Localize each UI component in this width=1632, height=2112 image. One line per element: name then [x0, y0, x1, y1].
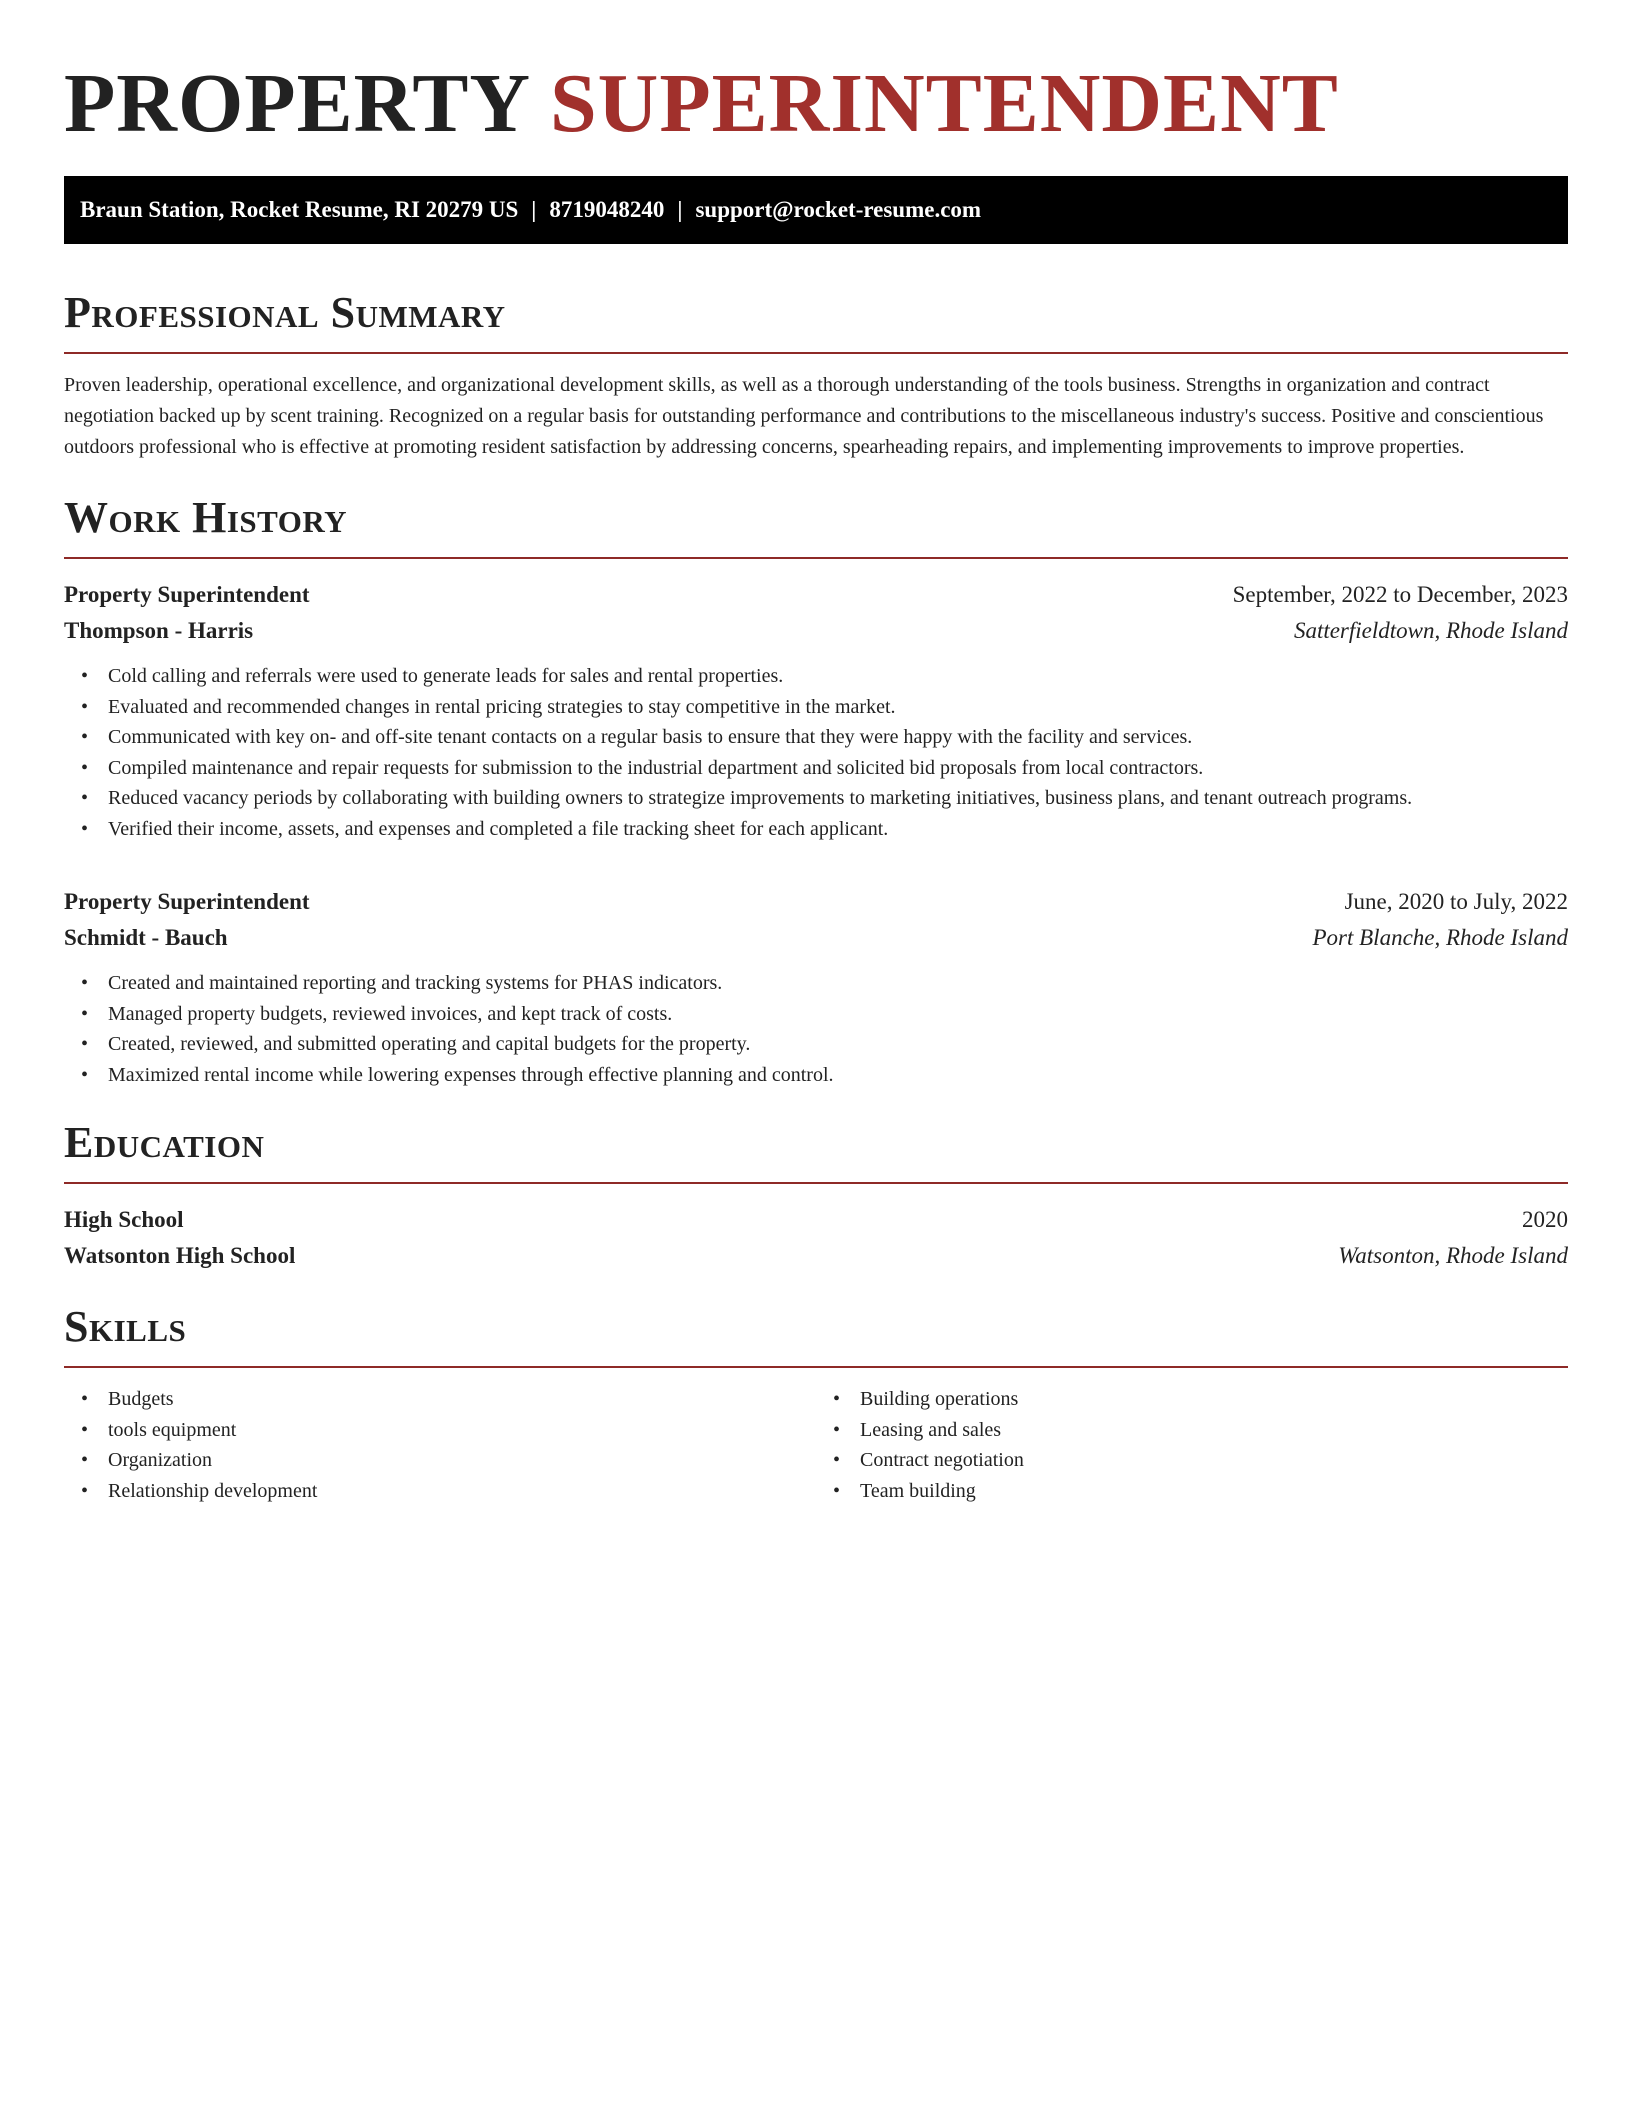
education-degree-row [64, 1202, 1568, 1238]
job-title-row [64, 884, 1568, 920]
skill-item: • Budgets [108, 1384, 816, 1415]
skill-item: • Contract negotiation [860, 1445, 1568, 1476]
job-bullet: • Managed property budgets, reviewed invoices, and kept track of costs. [108, 999, 1568, 1030]
section-heading-summary: Professional Summary [64, 288, 506, 337]
contact-bar [64, 176, 1568, 244]
resume-title [64, 58, 1568, 158]
section-divider [64, 557, 1568, 559]
skills-list [64, 1384, 1568, 1506]
contact-address: Braun Station, Rocket Resume, RI 20279 US [80, 197, 519, 222]
skill-item: • Team building [860, 1476, 1568, 1507]
section-divider [64, 1366, 1568, 1368]
job-company: Schmidt - Bauch [64, 925, 228, 950]
skill-item: • Organization [108, 1445, 816, 1476]
section-heading-skills: Skills [64, 1302, 187, 1351]
job-company: Thompson - Harris [64, 618, 254, 643]
section-heading-work-history: Work History [64, 493, 348, 542]
job-title: Property Superintendent [64, 582, 310, 607]
skills-column-right [816, 1384, 1568, 1506]
job-bullet: • Created, reviewed, and submitted operating and capital budgets for the property. [108, 1029, 1568, 1060]
resume-page [64, 0, 1568, 1506]
job-entry [64, 884, 1568, 1090]
title-first-word: PROPERTY [64, 57, 528, 150]
job-bullet: • Reduced vacancy periods by collaborating with building owners to strategize improvements to marketing initiatives, business plans, and tenant outreach programs. [108, 783, 1568, 814]
education-school-row [64, 1238, 1568, 1274]
job-location: Port Blanche, Rhode Island [1312, 925, 1568, 950]
education-year: 2020 [1522, 1207, 1568, 1232]
title-second-word: SUPERINTENDENT [549, 57, 1339, 150]
summary-text: Proven leadership, operational excellence, and organizational development skills, as well as a thorough understanding of the tools business. Strengths in organization and contract negotiation backed up by scent training. Recognized on a regular basis for outstanding performance and contributions to the miscellaneous industry's success. Positive and conscientious outdoors professional who is effective at promoting resident satisfaction by addressing concerns, spearheading repairs, and implementing improvements to improve properties. [64, 374, 1544, 458]
job-bullets [64, 661, 1568, 844]
job-bullet: • Communicated with key on- and off-site tenant contacts on a regular basis to ensure that they were happy with the facility and services. [108, 722, 1568, 753]
job-company-row [64, 920, 1568, 956]
contact-separator: | [531, 197, 537, 222]
job-location: Satterfieldtown, Rhode Island [1293, 618, 1568, 643]
job-company-row [64, 613, 1568, 649]
skill-item: • Relationship development [108, 1476, 816, 1507]
education-entry [64, 1202, 1568, 1274]
contact-separator: | [677, 197, 683, 222]
education-degree: High School [64, 1207, 184, 1232]
section-heading-education: Education [64, 1118, 265, 1167]
job-dates: June, 2020 to July, 2022 [1344, 889, 1568, 914]
contact-phone: 8719048240 [549, 197, 665, 222]
job-bullets [64, 968, 1568, 1090]
skill-item: • Building operations [860, 1384, 1568, 1415]
job-entry [64, 577, 1568, 844]
job-bullet: • Created and maintained reporting and tracking systems for PHAS indicators. [108, 968, 1568, 999]
education-location: Watsonton, Rhode Island [1338, 1243, 1568, 1268]
contact-email: support@rocket-resume.com [695, 197, 982, 222]
skill-item: • Leasing and sales [860, 1415, 1568, 1446]
job-dates: September, 2022 to December, 2023 [1232, 582, 1568, 607]
job-title: Property Superintendent [64, 889, 310, 914]
job-bullet: • Maximized rental income while lowering expenses through effective planning and control. [108, 1060, 1568, 1091]
skill-item: • tools equipment [108, 1415, 816, 1446]
section-divider [64, 1182, 1568, 1184]
job-bullet: • Verified their income, assets, and expenses and completed a file tracking sheet for each applicant. [108, 814, 1568, 845]
job-title-row [64, 577, 1568, 613]
job-bullet: • Cold calling and referrals were used to generate leads for sales and rental properties. [108, 661, 1568, 692]
education-school: Watsonton High School [64, 1243, 296, 1268]
job-bullet: • Compiled maintenance and repair requests for submission to the industrial department and solicited bid proposals from local contractors. [108, 753, 1568, 784]
section-divider [64, 352, 1568, 354]
job-bullet: • Evaluated and recommended changes in rental pricing strategies to stay competitive in the market. [108, 692, 1568, 723]
skills-column-left [64, 1384, 816, 1506]
